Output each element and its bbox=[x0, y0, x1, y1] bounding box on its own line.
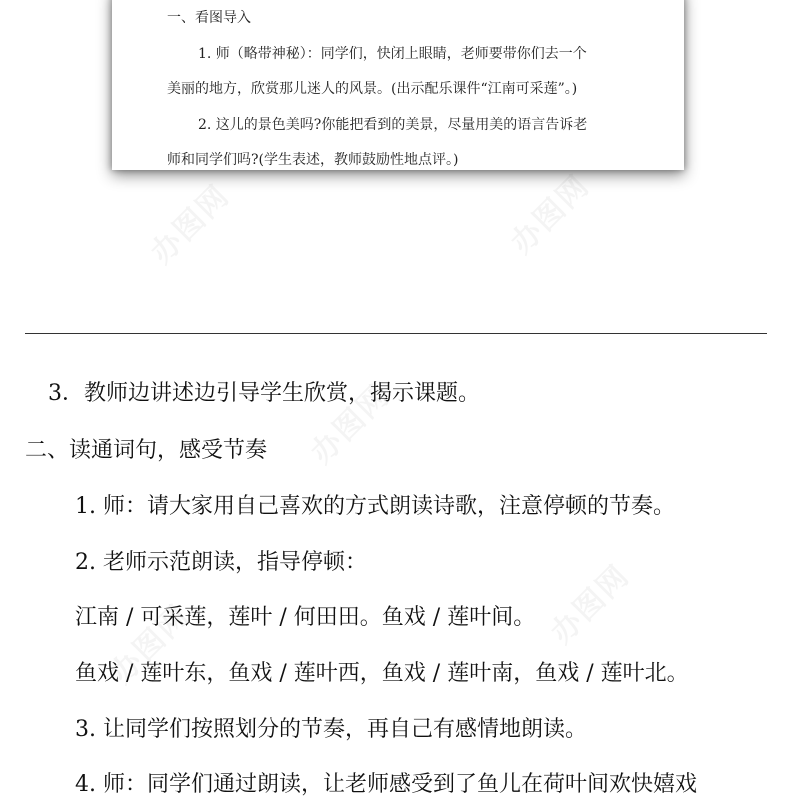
card-paragraph-line: 美丽的地方，欣赏那儿迷人的风景。(出示配乐课件“江南可采莲”。) bbox=[167, 81, 578, 97]
poem-line: 鱼戏 / 莲叶东，鱼戏 / 莲叶西，鱼戏 / 莲叶南，鱼戏 / 莲叶北。 bbox=[75, 661, 689, 686]
card-paragraph-line: 1. 师（略带神秘）：同学们，快闭上眼睛，老师要带你们去一个 bbox=[198, 46, 587, 62]
section-heading: 二、读通词句，感受节奏 bbox=[25, 438, 268, 463]
poem-line: 江南 / 可采莲，莲叶 / 何田田。鱼戏 / 莲叶间。 bbox=[75, 605, 536, 630]
section-divider bbox=[25, 333, 767, 334]
watermark bbox=[539, 553, 638, 652]
body-line: 2. 老师示范朗读，指导停顿： bbox=[75, 550, 367, 575]
card-heading: 一、看图导入 bbox=[167, 10, 251, 26]
document-page-card bbox=[112, 0, 684, 170]
card-paragraph-line: 2. 这儿的景色美吗?你能把看到的美景，尽量用美的语言告诉老 bbox=[198, 117, 588, 133]
body-line: 3．教师边讲述边引导学生欣赏，揭示课题。 bbox=[48, 381, 480, 406]
watermark bbox=[499, 163, 598, 262]
body-line: 4. 师：同学们通过朗读，让老师感受到了鱼儿在荷叶间欢快嬉戏 bbox=[75, 772, 697, 797]
watermark bbox=[139, 173, 238, 272]
body-line: 1. 师：请大家用自己喜欢的方式朗读诗歌，注意停顿的节奏。 bbox=[75, 494, 675, 519]
card-paragraph-line: 师和同学们吗?(学生表述，教师鼓励性地点评。) bbox=[167, 152, 459, 168]
body-line: 3. 让同学们按照划分的节奏，再自己有感情地朗读。 bbox=[75, 717, 587, 742]
